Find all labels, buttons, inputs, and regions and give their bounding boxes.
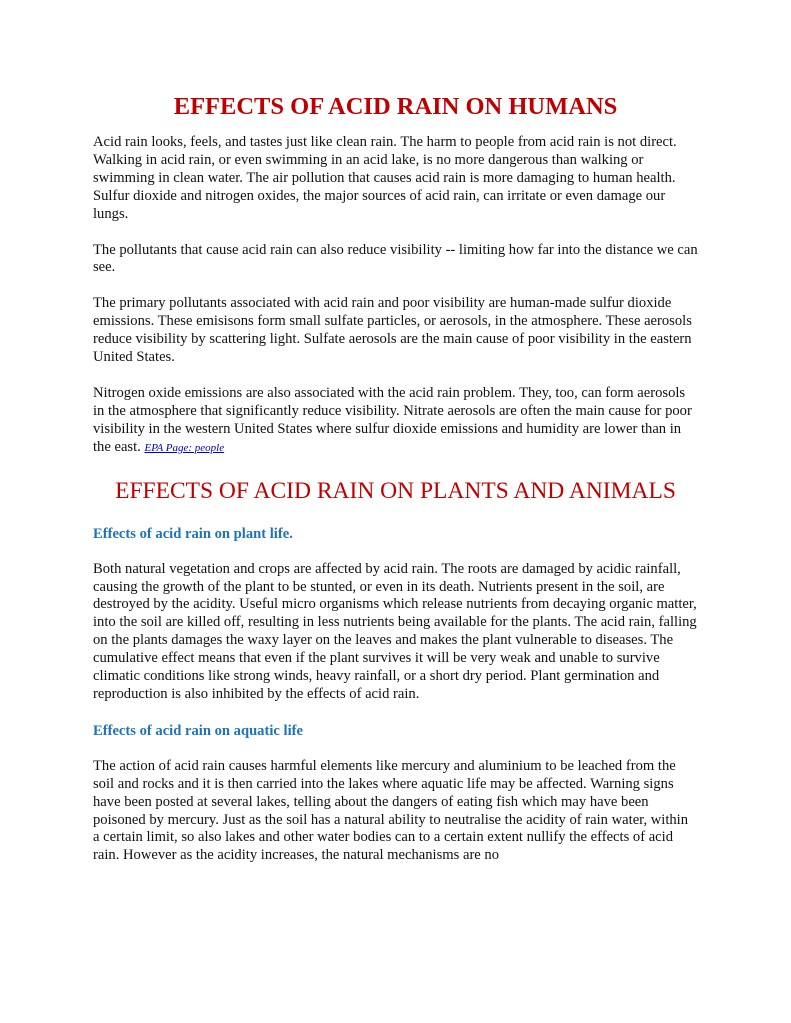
epa-people-link[interactable]: EPA Page: people	[144, 441, 225, 454]
subheading-aquatic-life: Effects of acid rain on aquatic life	[93, 722, 303, 739]
paragraph-humans-intro: Acid rain looks, feels, and tastes just like clean rain. The harm to people from acid rain is not direct. Walking in acid rain, or even swimming in an acid lake, is no more dangerous than walking or swimming in clean water. The air pollution that causes acid rain is more damaging to human health. Sulfur dioxide and nitrogen oxides, the major sources of acid rain, can irritate or even damage our lungs.	[93, 134, 677, 222]
document-page	[93, 90, 698, 883]
subheading-plant-life: Effects of acid rain on plant life.	[93, 525, 293, 542]
paragraph-plant-life: Both natural vegetation and crops are affected by acid rain. The roots are damaged by acidic rainfall, causing the growth of the plant to be stunted, or even in its death. Nutrients present in the soil, are destroyed by the acidity. Useful micro organisms which release nutrients from decaying organic matter, into the soil are killed off, resulting in less nutrients being available for the plants. The acid rain, falling on the plants damages the waxy layer on the leaves and makes the plant vulnerable to diseases. The cumulative effect means that even if the plant survives it will be very weak and unable to survive climatic conditions like strong winds, heavy rainfall, or a short dry period. Plant germination and reproduction is also inhibited by the effects of acid rain.	[93, 560, 697, 702]
paragraph-humans-sulfur: The primary pollutants associated with acid rain and poor visibility are human-made sulfur dioxide emissions. These emisisons form small sulfate particles, or aerosols, in the atmosphere. These aerosols reduce visibility by scattering light. Sulfate aerosols are the main cause of poor visibility in the eastern United States.	[93, 295, 692, 366]
paragraph-humans-visibility: The pollutants that cause acid rain can also reduce visibility -- limiting how far into the distance we can see.	[93, 241, 698, 276]
paragraph-humans-nitrogen	[93, 385, 698, 458]
paragraph-aquatic-life: The action of acid rain causes harmful elements like mercury and aluminium to be leached from the soil and rocks and it is then carried into the lakes where aquatic life may be affected. Warning signs have been posted at several lakes, telling about the dangers of eating fish which may have been poisoned by mercury. Just as the soil has a natural ability to neutralise the acidity of rain water, within a certain limit, so also lakes and other water bodies can to a certain extent nullify the effects of acid rain. However as the acidity increases, the natural mechanisms are no	[93, 757, 689, 864]
section-title-humans: EFFECTS OF ACID RAIN ON HUMANS	[173, 93, 618, 120]
section-title-plants-animals: EFFECTS OF ACID RAIN ON PLANTS AND ANIMALS	[115, 477, 676, 504]
paragraph-humans-nitrogen-text: Nitrogen oxide emissions are also associated with the acid rain problem. They, too, can form aerosols in the atmosphere that significantly reduce visibility. Nitrate aerosols are often the main cause for poor visibility in the western United States where sulfur dioxide emissions and humidity are lower than in the east.	[93, 384, 692, 455]
